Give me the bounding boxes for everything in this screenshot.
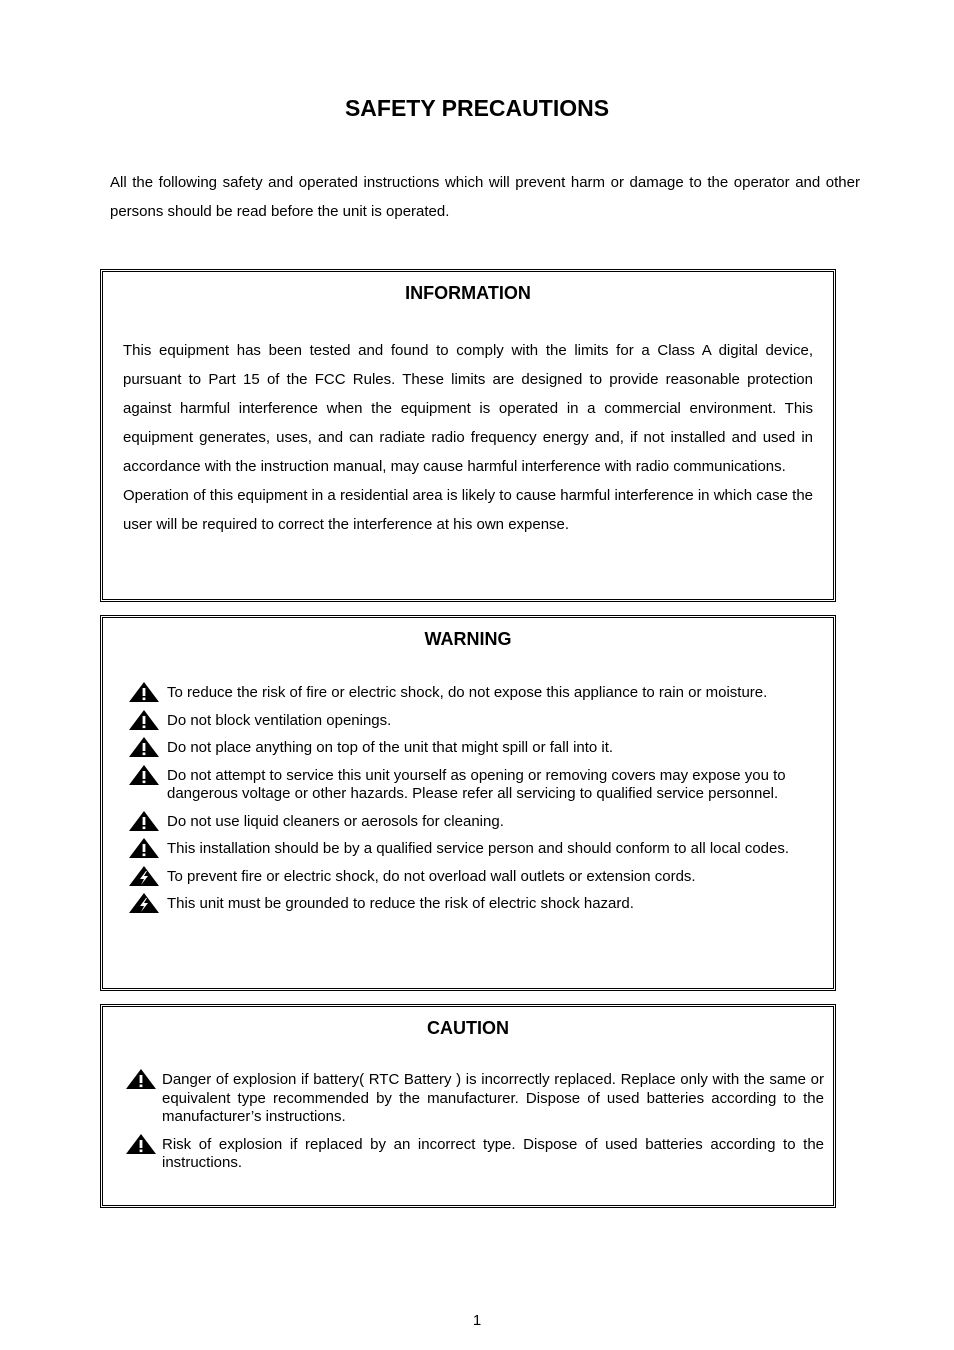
information-paragraph-1: This equipment has been tested and found to comply with the limits for a Class A digital device, pursuant to Part 15 of the FCC Rules. These limits are designed to provide reasonable protection against harmful interference when the equipment is operated in a commercial environment. This equipment generates, uses, and can radiate radio frequency energy and, if not installed and used in accordance with the instruction manual, may cause harmful interference with radio communications. [123, 342, 813, 475]
warning-item-text: This unit must be grounded to reduce the risk of electric shock hazard. [167, 895, 634, 912]
exclamation-warning-icon [128, 736, 160, 758]
caution-item [124, 1071, 824, 1127]
information-paragraph-2: Operation of this equipment in a residential area is likely to cause harmful interference in which case the user will be required to correct the interference at his own expense. [123, 487, 813, 533]
warning-item-text: To prevent fire or electric shock, do not overload wall outlets or extension cords. [167, 867, 696, 885]
exclamation-warning-icon [128, 810, 160, 832]
warning-item-text: Do not attempt to service this unit yourself as opening or removing covers may expose you to dangerous voltage or other hazards. Please refer all servicing to qualified service personnel. [167, 766, 786, 802]
warning-item-text: Do not block ventilation openings. [167, 711, 392, 729]
exclamation-warning-icon [128, 764, 160, 786]
caution-heading: CAUTION [427, 1018, 509, 1038]
exclamation-warning-icon [128, 681, 160, 703]
warning-item [127, 712, 817, 731]
exclamation-warning-icon [125, 1133, 157, 1155]
information-box [100, 269, 836, 602]
warning-item [127, 813, 817, 832]
warning-item-text: Do not use liquid cleaners or aerosols for cleaning. [167, 812, 504, 830]
exclamation-warning-icon [125, 1068, 157, 1090]
warning-item [127, 684, 817, 703]
page-number: 1 [472, 1312, 482, 1329]
warning-item [127, 868, 817, 887]
page-title: SAFETY PRECAUTIONS [344, 95, 610, 121]
caution-item-text: Danger of explosion if battery( RTC Battery ) is incorrectly replaced. Replace only with the same or equivalent type recommended by the manufacturer. Dispose of used batteries according to the manufacturer’s instructions. [162, 1071, 824, 1125]
caution-item [124, 1136, 824, 1173]
information-text [123, 336, 813, 539]
warning-item [127, 895, 817, 914]
warning-heading: WARNING [424, 629, 512, 649]
caution-box [100, 1004, 836, 1208]
exclamation-warning-icon [128, 709, 160, 731]
warning-item [127, 739, 817, 758]
warning-box [100, 615, 836, 991]
warning-item-text: Do not place anything on top of the unit that might spill or fall into it. [167, 739, 614, 756]
warning-list [127, 684, 817, 923]
warning-item [127, 840, 817, 859]
caution-list [124, 1071, 824, 1182]
intro-paragraph: All the following safety and operated instructions which will prevent harm or damage to the operator and other persons should be read before the unit is operated. [110, 174, 860, 220]
warning-item-text: To reduce the risk of fire or electric shock, do not expose this appliance to rain or moisture. [167, 684, 768, 701]
exclamation-warning-icon [128, 837, 160, 859]
warning-item-text: This installation should be by a qualified service person and should conform to all local codes. [167, 840, 790, 857]
electric-shock-warning-icon [128, 892, 160, 914]
information-heading: INFORMATION [405, 283, 531, 303]
caution-item-text: Risk of explosion if replaced by an incorrect type. Dispose of used batteries according to the instructions. [162, 1135, 824, 1171]
warning-item [127, 767, 817, 804]
electric-shock-warning-icon [128, 865, 160, 887]
